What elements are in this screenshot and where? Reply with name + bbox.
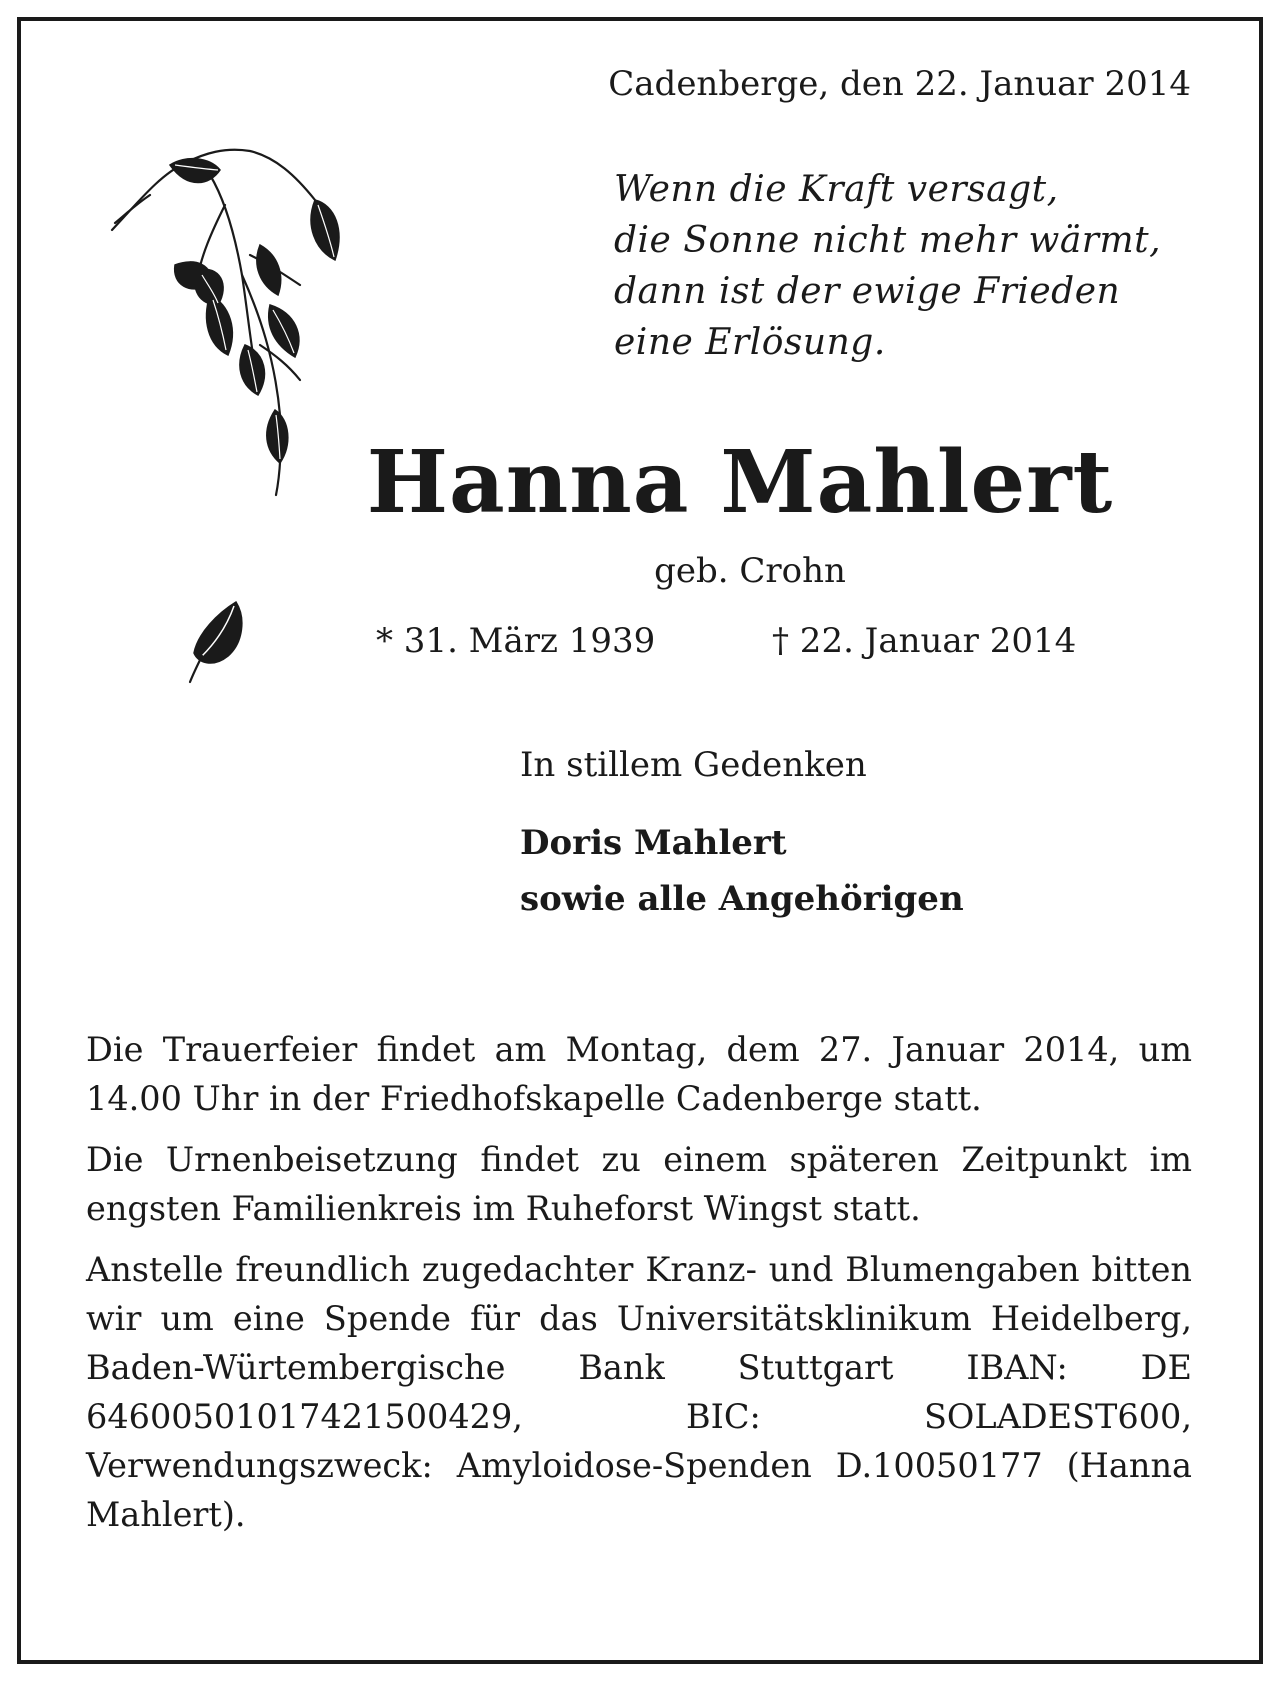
deceased-name: Hanna Mahlert [366,432,1114,533]
mourner-name: sowie alle Angehörigen [520,879,964,919]
mourner-name: Doris Mahlert [520,823,787,863]
funeral-service-notice: Die Trauerfeier findet am Montag, dem 27. Januar 2014, um 14.00 Uhr in der Friedhofskapelle Cadenberge statt. [86,1030,1192,1118]
poem-line: Wenn die Kraft versagt, [614,169,1059,210]
birch-branch-icon [110,145,360,500]
poem-line: eine Erlösung. [614,322,886,363]
memorial-intro: In stillem Gedenken [520,745,867,785]
poem-line: dann ist der ewige Frieden [614,271,1121,312]
maiden-name: geb. Crohn [654,551,846,591]
death-date: † 22. Januar 2014 [772,621,1077,661]
mourner-names [520,815,964,927]
urn-burial-notice: Die Urnenbeisetzung findet zu einem späteren Zeitpunkt im engsten Familienkreis im Ruheforst Wingst statt. [86,1140,1192,1228]
falling-leaf-icon [188,598,248,684]
poem-line: die Sonne nicht mehr wärmt, [614,220,1162,261]
birth-date: * 31. März 1939 [376,621,656,661]
donation-notice: Anstelle freundlich zugedachter Kranz- und Blumengaben bitten wir um eine Spende für das Universitätsklinikum Heidelberg, Baden-Würtembergische Bank Stuttgart IBAN: DE 64600501017421500429, BIC: SOLADEST600, Verwendungszweck: Amyloidose-Spenden D.10050177 (Hanna Mahlert). [86,1250,1192,1534]
place-date-line: Cadenberge, den 22. Januar 2014 [608,64,1191,104]
notice-body [86,1025,1192,1551]
poem-verse [614,164,1161,368]
